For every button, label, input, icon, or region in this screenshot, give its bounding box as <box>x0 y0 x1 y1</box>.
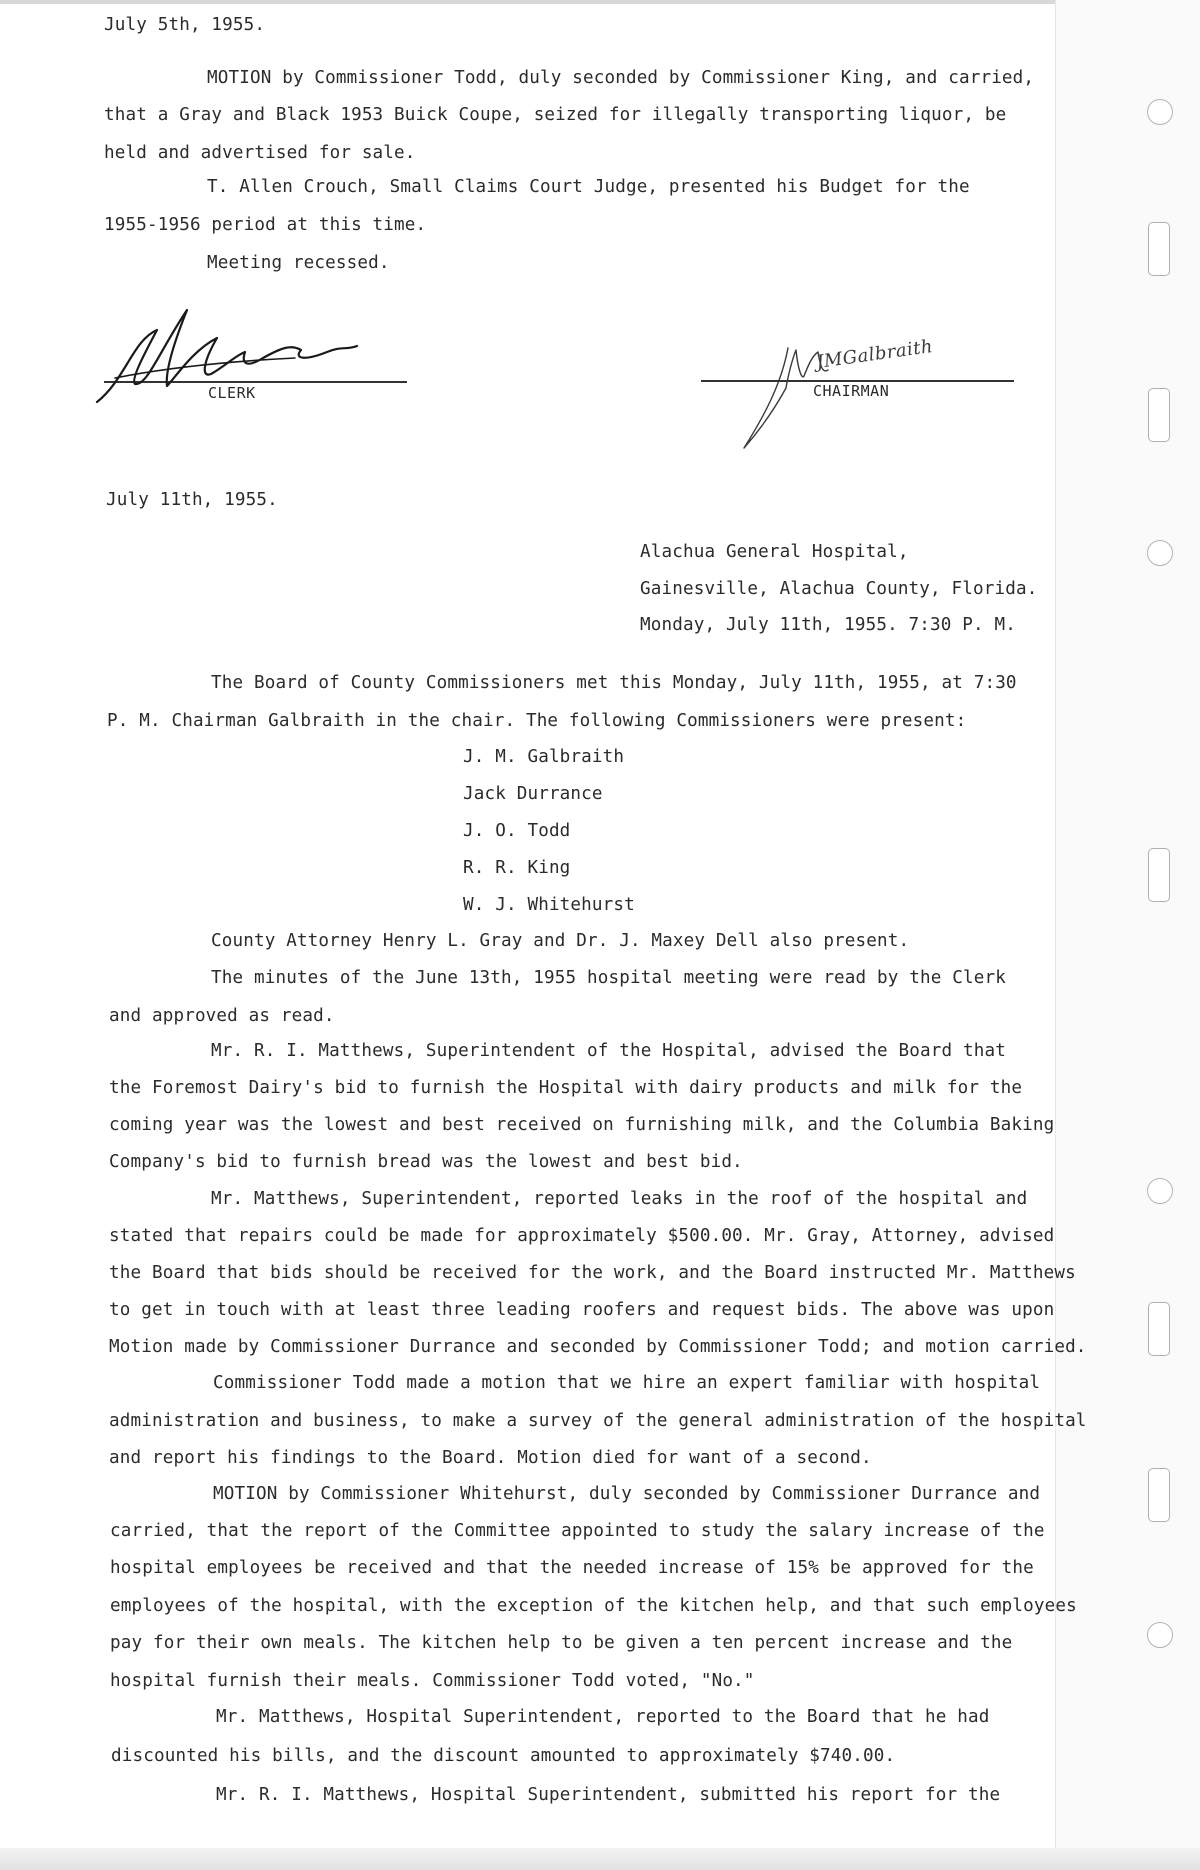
commissioner-name: J. M. Galbraith <box>463 747 625 767</box>
chairman-label: CHAIRMAN <box>813 382 890 400</box>
paragraph-line: the Foremost Dairy's bid to furnish the Hospital with dairy products and milk for the <box>109 1078 1023 1098</box>
paragraph-line: Company's bid to furnish bread was the lowest and best bid. <box>109 1152 743 1172</box>
location-line: Alachua General Hospital, <box>640 542 909 562</box>
binder-hole-slot <box>1148 222 1170 276</box>
binder-hole-slot <box>1148 388 1170 442</box>
binder-margin <box>1055 0 1200 1870</box>
entry-date: July 11th, 1955. <box>106 490 278 510</box>
paragraph-line: 1955-1956 period at this time. <box>104 215 427 235</box>
paragraph-line: discounted his bills, and the discount amounted to approximately $740.00. <box>111 1746 896 1766</box>
commissioner-name: W. J. Whitehurst <box>463 895 635 915</box>
paragraph-line: MOTION by Commissioner Todd, duly seconded by Commissioner King, and carried, <box>207 68 1035 88</box>
binder-hole-slot <box>1148 848 1170 902</box>
binder-hole-slot <box>1148 1302 1170 1356</box>
binder-hole-round <box>1147 99 1173 125</box>
paragraph-line: MOTION by Commissioner Whitehurst, duly seconded by Commissioner Durrance and <box>213 1484 1041 1504</box>
paragraph-line: Mr. R. I. Matthews, Hospital Superintendent, submitted his report for the <box>216 1785 1001 1805</box>
paragraph-line: hospital furnish their meals. Commissioner Todd voted, "No." <box>110 1671 755 1691</box>
binder-hole-round <box>1147 1178 1173 1204</box>
paragraph-line: that a Gray and Black 1953 Buick Coupe, seized for illegally transporting liquor, be <box>104 105 1007 125</box>
paragraph-line: to get in touch with at least three leading roofers and request bids. The above was upon <box>109 1300 1055 1320</box>
entry-date: July 5th, 1955. <box>104 15 266 35</box>
paragraph-line: Motion made by Commissioner Durrance and seconded by Commissioner Todd; and motion carried. <box>109 1337 1087 1357</box>
page-bottom-edge <box>0 1848 1200 1870</box>
clerk-label: CLERK <box>208 384 256 402</box>
paragraph-line: employees of the hospital, with the exception of the kitchen help, and that such employees <box>110 1596 1077 1616</box>
paragraph-line: coming year was the lowest and best received on furnishing milk, and the Columbia Baking <box>109 1115 1055 1135</box>
paragraph-line: and report his findings to the Board. Motion died for want of a second. <box>109 1448 872 1468</box>
paragraph-line: Meeting recessed. <box>207 253 390 273</box>
paragraph-line: Commissioner Todd made a motion that we hire an expert familiar with hospital <box>213 1373 1041 1393</box>
paragraph-line: pay for their own meals. The kitchen help to be given a ten percent increase and the <box>110 1633 1013 1653</box>
paragraph-line: Mr. Matthews, Superintendent, reported leaks in the roof of the hospital and <box>211 1189 1028 1209</box>
location-line: Monday, July 11th, 1955. 7:30 P. M. <box>640 615 1016 635</box>
binder-hole-round <box>1147 540 1173 566</box>
commissioner-name: J. O. Todd <box>463 821 571 841</box>
binder-hole-round <box>1147 1622 1173 1648</box>
paragraph-line: P. M. Chairman Galbraith in the chair. The following Commissioners were present: <box>107 711 967 731</box>
location-line: Gainesville, Alachua County, Florida. <box>640 579 1038 599</box>
paragraph-line: carried, that the report of the Committee appointed to study the salary increase of the <box>110 1521 1045 1541</box>
paragraph-line: held and advertised for sale. <box>104 143 416 163</box>
paragraph-line: and approved as read. <box>109 1006 335 1026</box>
paragraph-line: hospital employees be received and that the needed increase of 15% be approved for the <box>110 1558 1034 1578</box>
paragraph-line: stated that repairs could be made for approximately $500.00. Mr. Gray, Attorney, advised <box>109 1226 1055 1246</box>
commissioner-name: Jack Durrance <box>463 784 603 804</box>
paragraph-line: County Attorney Henry L. Gray and Dr. J. Maxey Dell also present. <box>211 931 910 951</box>
page-top-edge <box>0 0 1200 4</box>
paragraph-line: administration and business, to make a survey of the general administration of the hospital <box>109 1411 1087 1431</box>
paragraph-line: The Board of County Commissioners met this Monday, July 11th, 1955, at 7:30 <box>211 673 1017 693</box>
paragraph-line: Mr. R. I. Matthews, Superintendent of the Hospital, advised the Board that <box>211 1041 1006 1061</box>
paragraph-line: The minutes of the June 13th, 1955 hospital meeting were read by the Clerk <box>211 968 1006 988</box>
paragraph-line: Mr. Matthews, Hospital Superintendent, reported to the Board that he had <box>216 1707 990 1727</box>
binder-hole-slot <box>1148 1468 1170 1522</box>
chairman-signature-text: JMGalbraith <box>815 335 935 374</box>
commissioner-name: R. R. King <box>463 858 571 878</box>
paragraph-line: the Board that bids should be received for the work, and the Board instructed Mr. Matthews <box>109 1263 1076 1283</box>
paragraph-line: T. Allen Crouch, Small Claims Court Judge, presented his Budget for the <box>207 177 970 197</box>
